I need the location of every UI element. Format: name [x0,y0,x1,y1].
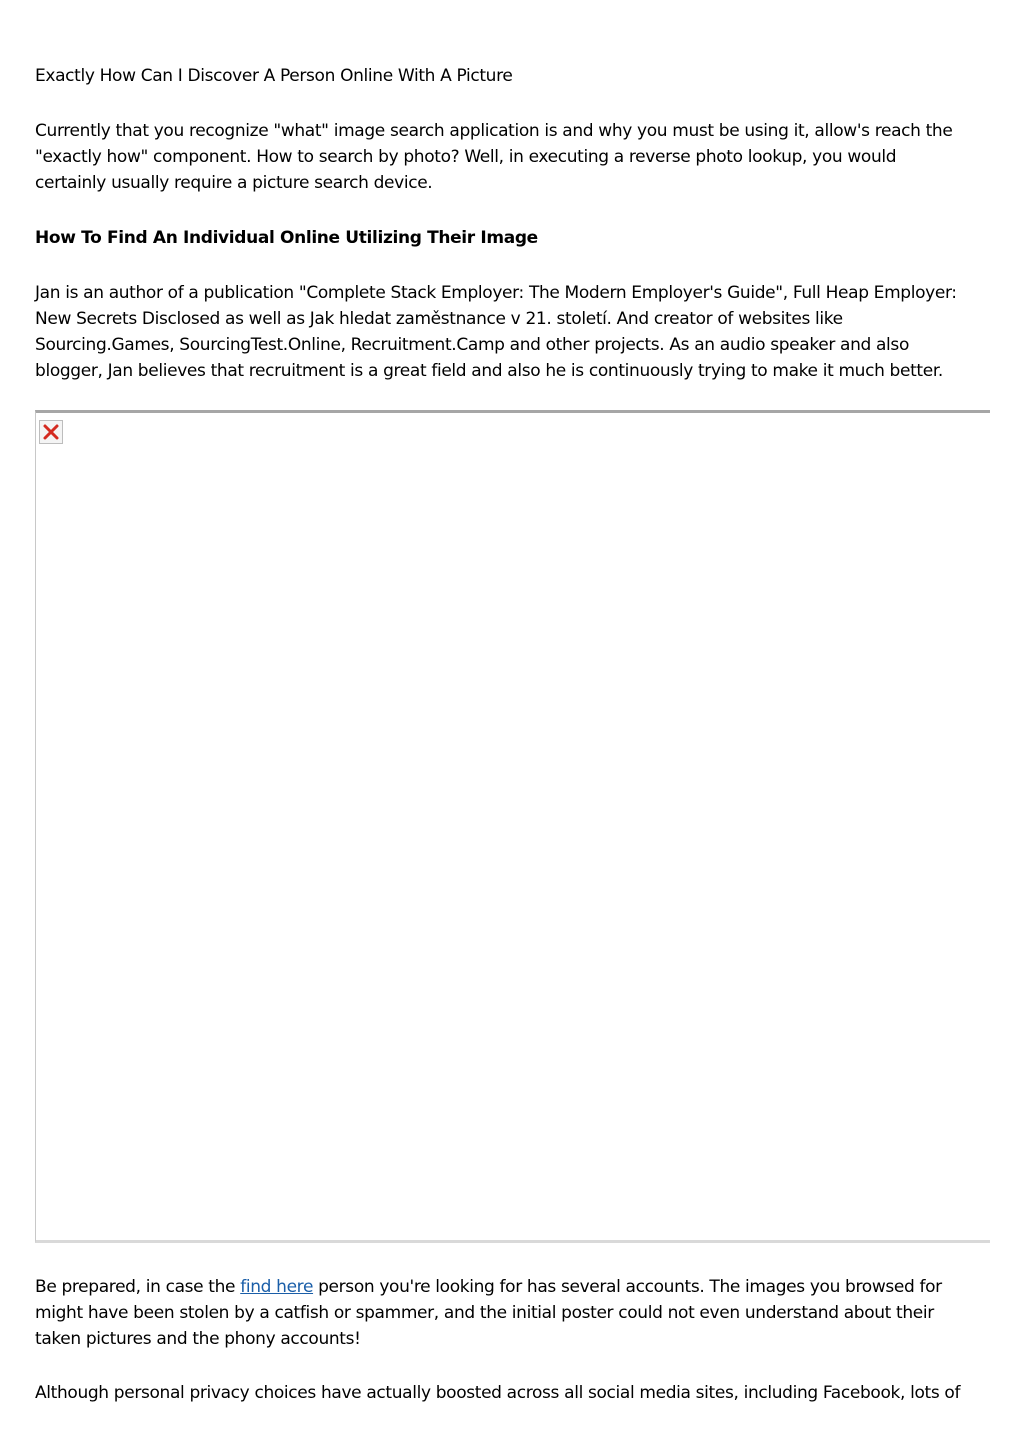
author-line: Jan is an author of a publication "Complete Stack Employer: The Modern Employer's Guide", Full Heap Employer: [35,283,957,303]
title-text: Exactly How Can I Discover A Person Online With A Picture [35,66,513,86]
prepared-line: might have been stolen by a catfish or spammer, and the initial poster could not even understand about their [35,1303,934,1323]
prepared-text-before: Be prepared, in case the [35,1277,241,1297]
author-line: New Secrets Disclosed as well as Jak hledat zaměstnance v 21. století. And creator of websites like [35,309,843,329]
privacy-line: Although personal privacy choices have actually boosted across all social media sites, including Facebook, lots of [35,1383,961,1403]
document-title [35,63,512,89]
author-line: blogger, Jan believes that recruitment is a great field and also he is continuously trying to make it much better. [35,361,943,381]
intro-line: "exactly how" component. How to search by photo? Well, in executing a reverse photo lookup, you would [35,147,897,167]
intro-paragraph [35,118,952,196]
author-line: Sourcing.Games, SourcingTest.Online, Recruitment.Camp and other projects. As an audio speaker and also [35,335,909,355]
prepared-paragraph [35,1274,942,1352]
broken-image-icon [39,420,63,444]
section-heading-text: How To Find An Individual Online Utilizing Their Image [35,228,538,248]
embedded-image-placeholder [35,410,990,1243]
prepared-text-after: person you're looking for has several accounts. The images you browsed for [313,1277,942,1297]
prepared-line [35,1274,942,1300]
intro-line: certainly usually require a picture search device. [35,173,433,193]
author-paragraph [35,280,957,384]
section-heading [35,225,538,251]
prepared-line: taken pictures and the phony accounts! [35,1329,361,1349]
intro-line: Currently that you recognize "what" image search application is and why you must be using it, allow's reach the [35,121,953,141]
privacy-paragraph [35,1380,960,1406]
find-here-link[interactable]: find here [240,1277,314,1297]
